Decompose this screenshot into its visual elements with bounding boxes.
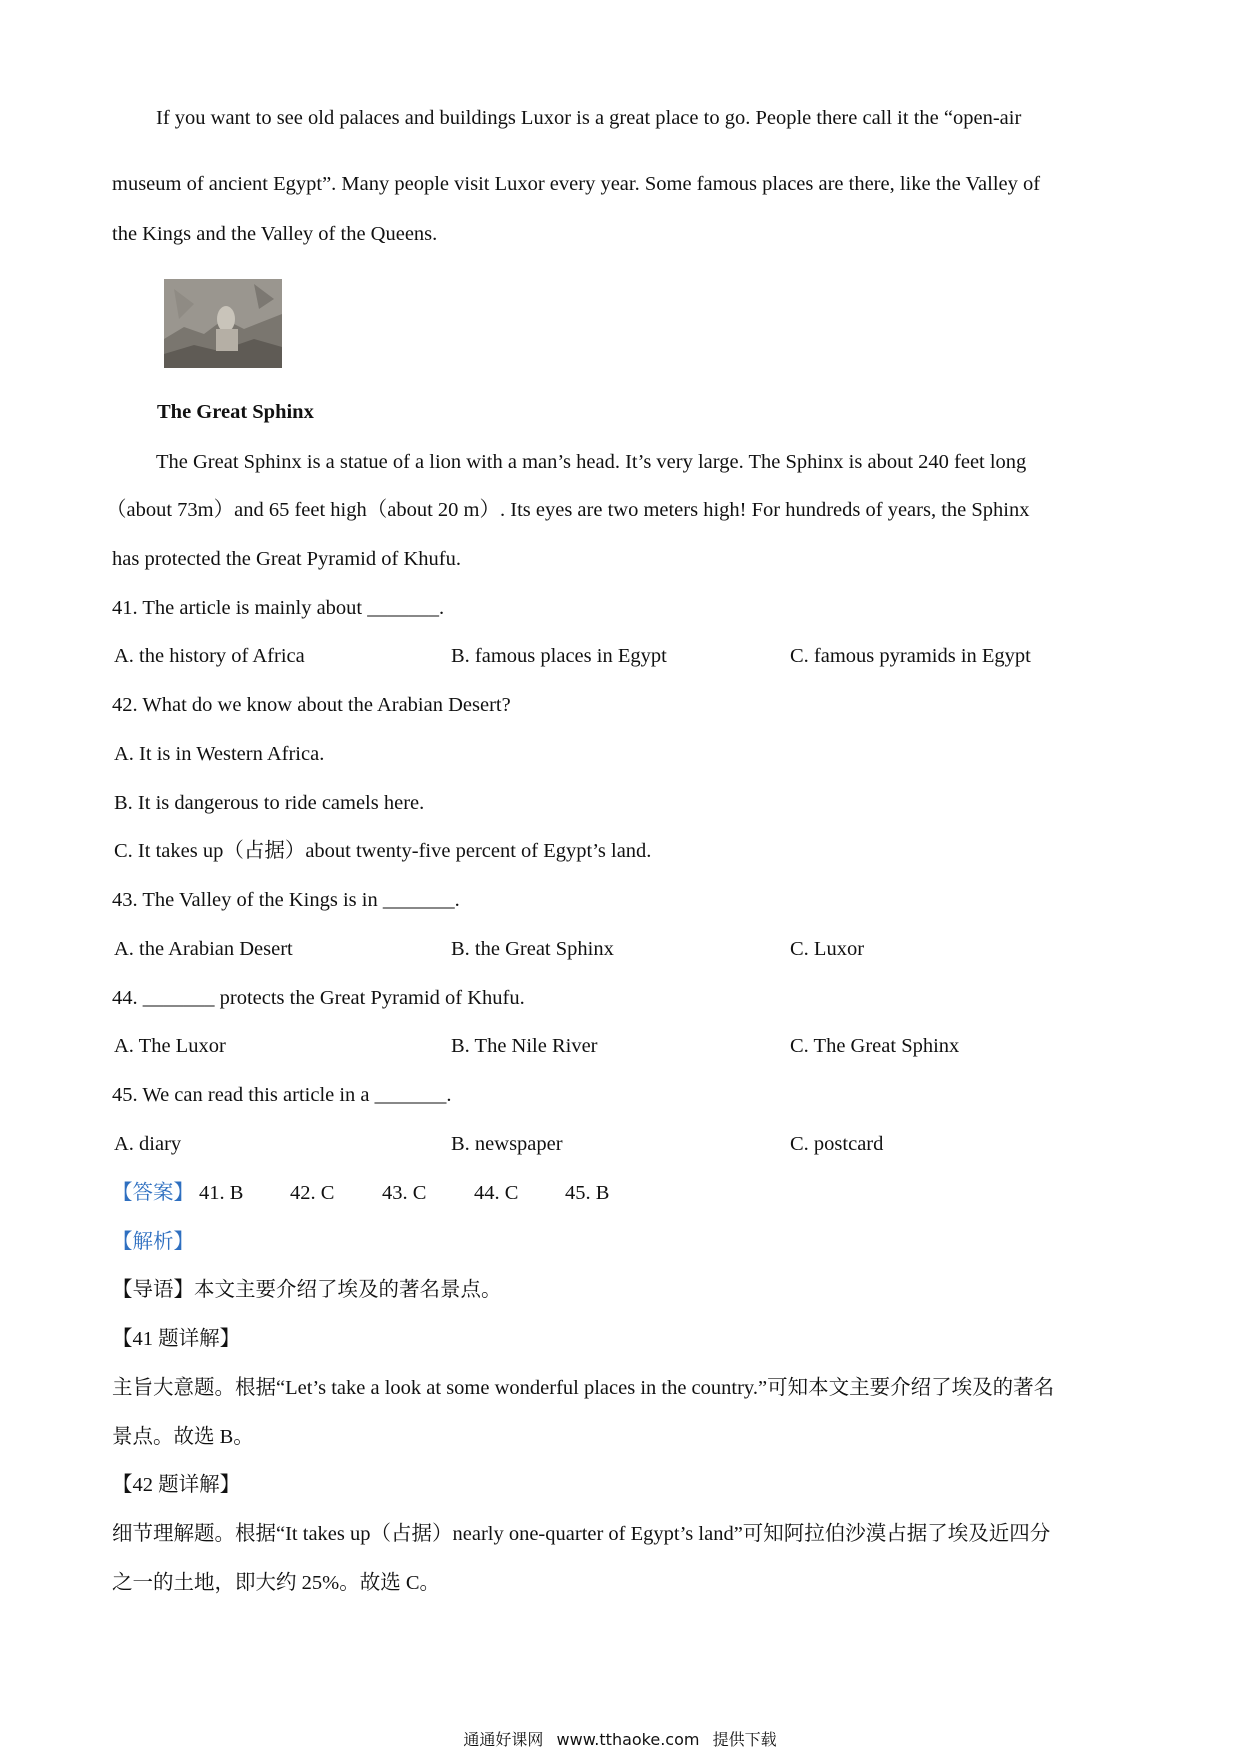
q41-option-b: B. famous places in Egypt <box>451 645 667 667</box>
q44-option-a: A. The Luxor <box>114 1035 226 1057</box>
passage-luxor-line-2: museum of ancient Egypt”. Many people visit Luxor every year. Some famous places are there, like the Valley of <box>112 173 1041 195</box>
footer-url[interactable]: www.tthaoke.com <box>556 1730 700 1749</box>
analysis-guide: 【导语】本文主要介绍了埃及的著名景点。 <box>112 1279 502 1301</box>
passage-luxor-line-1: If you want to see old palaces and buildings Luxor is a great place to go. People there call it the “open-air <box>156 107 1022 129</box>
question-45: 45. We can read this article in a _______. <box>112 1084 452 1106</box>
q42-option-c: C. It takes up（占据）about twenty-five percent of Egypt’s land. <box>114 840 652 862</box>
analysis-q41-line-2: 景点。故选 B。 <box>112 1426 254 1448</box>
question-41: 41. The article is mainly about _______. <box>112 597 445 619</box>
q41-option-a: A. the history of Africa <box>114 645 305 667</box>
passage-sphinx-line-1: The Great Sphinx is a statue of a lion with a man’s head. It’s very large. The Sphinx is about 240 feet long <box>156 451 1027 473</box>
q42-option-b: B. It is dangerous to ride camels here. <box>114 792 425 814</box>
answer-label: 【答案】 <box>112 1182 194 1204</box>
answer-41: 41. B <box>199 1182 244 1204</box>
question-42: 42. What do we know about the Arabian Desert? <box>112 694 511 716</box>
footer-site-name: 通通好课网 <box>463 1730 544 1749</box>
answer-42: 42. C <box>290 1182 335 1204</box>
question-43: 43. The Valley of the Kings is in _______. <box>112 889 460 911</box>
q44-option-b: B. The Nile River <box>451 1035 598 1057</box>
answer-43: 43. C <box>382 1182 427 1204</box>
q45-option-c: C. postcard <box>790 1133 884 1155</box>
answer-45: 45. B <box>565 1182 610 1204</box>
answer-44: 44. C <box>474 1182 519 1204</box>
q44-option-c: C. The Great Sphinx <box>790 1035 960 1057</box>
footer-note: 提供下载 <box>712 1730 777 1749</box>
question-44: 44. _______ protects the Great Pyramid of Khufu. <box>112 987 525 1009</box>
sphinx-photo <box>164 279 282 368</box>
passage-sphinx-line-3: has protected the Great Pyramid of Khufu. <box>112 548 461 570</box>
analysis-q41-title: 【41 题详解】 <box>112 1328 241 1350</box>
q45-option-a: A. diary <box>114 1133 182 1155</box>
analysis-q42-line-2: 之一的土地，即大约 25%。故选 C。 <box>112 1572 440 1594</box>
page-footer <box>0 1732 1240 1748</box>
q41-option-c: C. famous pyramids in Egypt <box>790 645 1031 667</box>
sphinx-heading: The Great Sphinx <box>157 401 314 423</box>
passage-luxor-line-3: the Kings and the Valley of the Queens. <box>112 223 438 245</box>
analysis-q41-line-1: 主旨大意题。根据“Let’s take a look at some wonderful places in the country.”可知本文主要介绍了埃及的著名 <box>112 1377 1055 1399</box>
analysis-q42-line-1: 细节理解题。根据“It takes up（占据）nearly one-quarter of Egypt’s land”可知阿拉伯沙漠占据了埃及近四分 <box>112 1523 1051 1545</box>
q43-option-a: A. the Arabian Desert <box>114 938 293 960</box>
q45-option-b: B. newspaper <box>451 1133 563 1155</box>
analysis-q42-title: 【42 题详解】 <box>112 1474 241 1496</box>
q43-option-c: C. Luxor <box>790 938 865 960</box>
q43-option-b: B. the Great Sphinx <box>451 938 614 960</box>
passage-sphinx-line-2: （about 73m）and 65 feet high（about 20 m）. Its eyes are two meters high! For hundreds of years, the Sphinx <box>106 499 1030 521</box>
q42-option-a: A. It is in Western Africa. <box>114 743 325 765</box>
analysis-label: 【解析】 <box>112 1231 194 1253</box>
